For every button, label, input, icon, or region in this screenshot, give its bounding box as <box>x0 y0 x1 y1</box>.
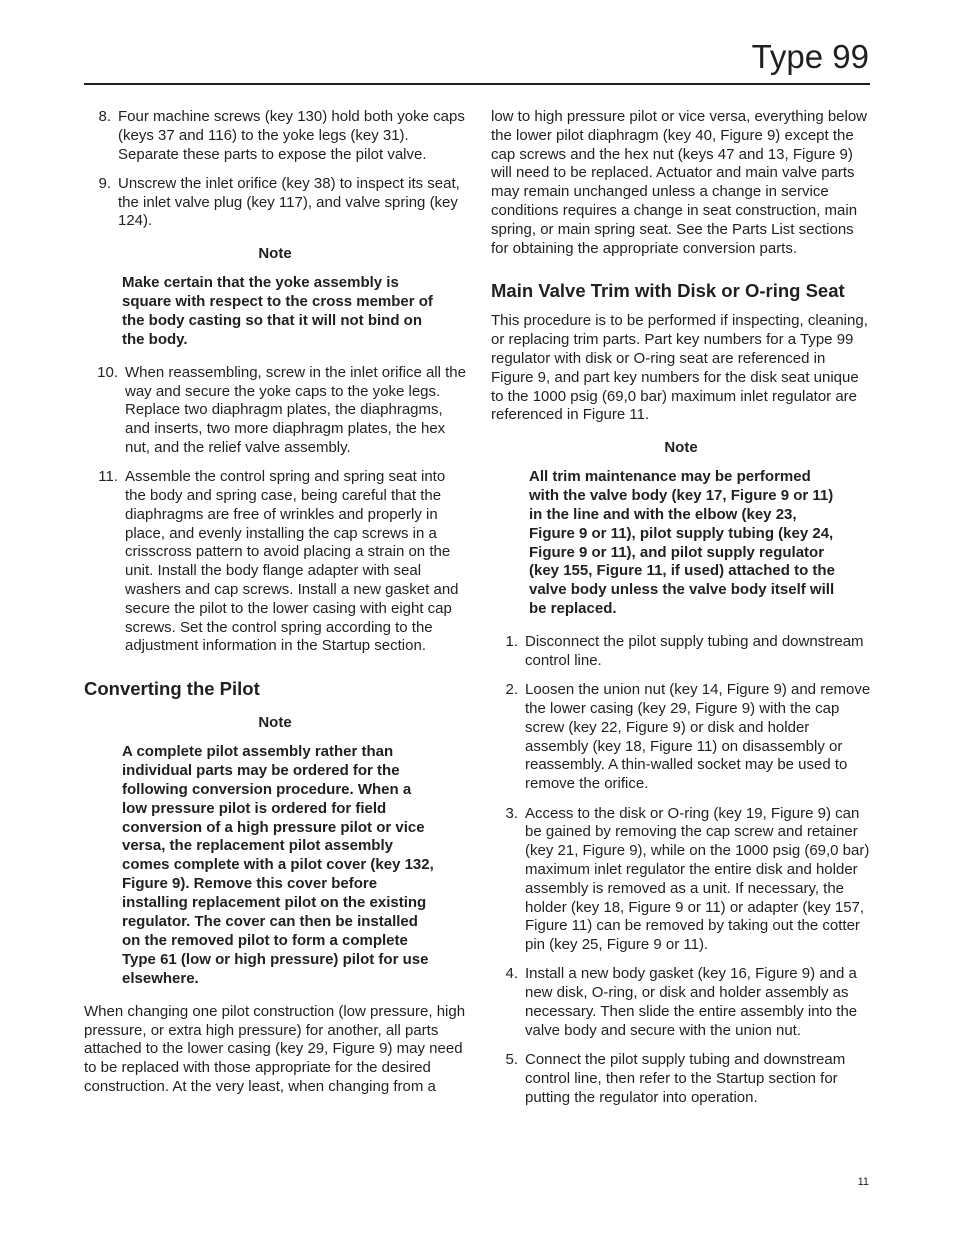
step-text: Access to the disk or O-ring (key 19, Figure 9) can be gained by removing the cap screw and retainer (key 21, Figure 9), while on the 1000 psig (69,0 bar) maximum inlet regulator the entire disk and holder assembly is removed as a unit. If necessary, the holder (key 18, Figure 9 or 11) or adapter (key 157, Figure 11) can be removed by taking out the cotter pin (key 25, Figure 9 or 11). <box>525 804 870 954</box>
step-number: 8. <box>98 108 111 125</box>
step-number: 1. <box>505 633 518 651</box>
note-heading: Note <box>258 714 292 732</box>
body-paragraph: This procedure is to be performed if inspecting, cleaning, or replacing trim parts. Part key numbers for a Type 99 regulator with disk or O-ring seat are referenced in Figure 9, and part key numbers for the disk seat unique to the 1000 psig (69,0 bar) maximum inlet regulator are referenced in Figure 11. <box>491 312 868 424</box>
header-rule <box>84 83 870 85</box>
step-9 <box>84 175 466 231</box>
step-text: Loosen the union nut (key 14, Figure 9) and remove the lower casing (key 29, Figure 9) with the cap screw (key 22, Figure 9) or disk and holder assembly (key 18, Figure 11) on disassembly or reassembly. A thin-walled socket may be used to remove the orifice. <box>525 681 871 793</box>
page-title: Type 99 <box>751 38 869 75</box>
step-text: Disconnect the pilot supply tubing and downstream control line. <box>525 633 864 669</box>
note-body: All trim maintenance may be performed with the valve body (key 17, Figure 9 or 11) in the line and with the elbow (key 23, Figure 9 or 11), pilot supply tubing (key 24, Figure 9 or 11), and pilot supply regulator (key 155, Figure 11, if used) attached to the valve body unless the valve body itself will be replaced. <box>529 467 835 618</box>
step-text: Unscrew the inlet orifice (key 38) to inspect its seat, the inlet valve plug (key 117), and valve spring (key 124). <box>118 174 460 230</box>
step-text: Install a new body gasket (key 16, Figure 9) and a new disk, O-ring, or disk and holder assembly as necessary. Then slide the entire assembly into the valve body and secure with the union nut. <box>525 965 858 1039</box>
step-text: Assemble the control spring and spring seat into the body and spring case, being careful that the diaphragms are free of wrinkles and properly in place, and evenly installing the cap screws in a crisscross pattern to avoid placing a strain on the unit. Install the body flange adapter with seal washers and cap screws. Install a new gasket and secure the pilot to the lower casing with eight cap screws. Set the control spring according to the adjustment information in the Startup section. <box>125 468 459 655</box>
step-2 <box>491 681 871 794</box>
note-body: A complete pilot assembly rather than individual parts may be ordered for the following conversion procedure. When a low pressure pilot is ordered for field conversion of a high pressure pilot or vice versa, the replacement pilot assembly comes complete with a pilot cover (key 132, Figure 9). Remove this cover before installing replacement pilot on the existing regulator. The cover can then be installed on the removed pilot to form a complete Type 61 (low or high pressure) pilot for use elsewhere. <box>122 742 434 987</box>
step-5 <box>491 1051 871 1107</box>
step-8 <box>84 108 466 164</box>
body-paragraph-continued: low to high pressure pilot or vice versa, everything below the lower pilot diaphragm (key 40, Figure 9) except the cap screws and the hex nut (keys 47 and 13, Figure 9) will need to be replaced. Actuator and main valve parts may remain unchanged unless a change in service conditions requires a change in seat construction, main spring, or main spring seat. See the Parts List sections for obtaining the appropriate conversion parts. <box>491 108 868 257</box>
step-text: Connect the pilot supply tubing and downstream control line, then refer to the Startup section for putting the regulator into operation. <box>525 1051 846 1106</box>
step-1 <box>491 633 871 671</box>
step-text: Four machine screws (key 130) hold both yoke caps (keys 37 and 116) to the yoke legs (key 31). Separate these parts to expose the pilot valve. <box>118 108 465 163</box>
note-heading: Note <box>258 245 292 263</box>
step-4 <box>491 965 871 1040</box>
step-number: 9. <box>98 174 111 192</box>
body-paragraph: When changing one pilot construction (low pressure, high pressure, or extra high pressure) for another, all parts attached to the lower casing (key 29, Figure 9) may need to be replaced with those appropriate for the desired construction. At the very least, when changing from a <box>84 1002 466 1095</box>
right-column <box>491 108 871 1118</box>
step-number: 5. <box>505 1051 518 1069</box>
note-body: Make certain that the yoke assembly is square with respect to the cross member of the body casting so that it will not bind on the body. <box>122 274 433 348</box>
section-heading-main-valve-trim: Main Valve Trim with Disk or O-ring Seat <box>491 280 845 302</box>
left-column <box>84 108 466 1109</box>
step-number: 11. <box>98 468 118 486</box>
step-3 <box>491 805 871 955</box>
note-heading: Note <box>664 439 698 457</box>
step-number: 3. <box>505 804 518 822</box>
page-number: 11 <box>857 1176 869 1188</box>
section-heading-converting-pilot: Converting the Pilot <box>84 678 260 700</box>
step-number: 10. <box>97 363 118 381</box>
step-text: When reassembling, screw in the inlet orifice all the way and secure the yoke caps to the yoke legs. Replace two diaphragm plates, the diaphragms, and inserts, two more diaphragm plates, the hex nut, and the relief valve assembly. <box>125 363 466 456</box>
step-10 <box>84 364 466 458</box>
step-number: 2. <box>505 681 518 699</box>
step-number: 4. <box>505 965 518 983</box>
step-11 <box>84 468 466 656</box>
